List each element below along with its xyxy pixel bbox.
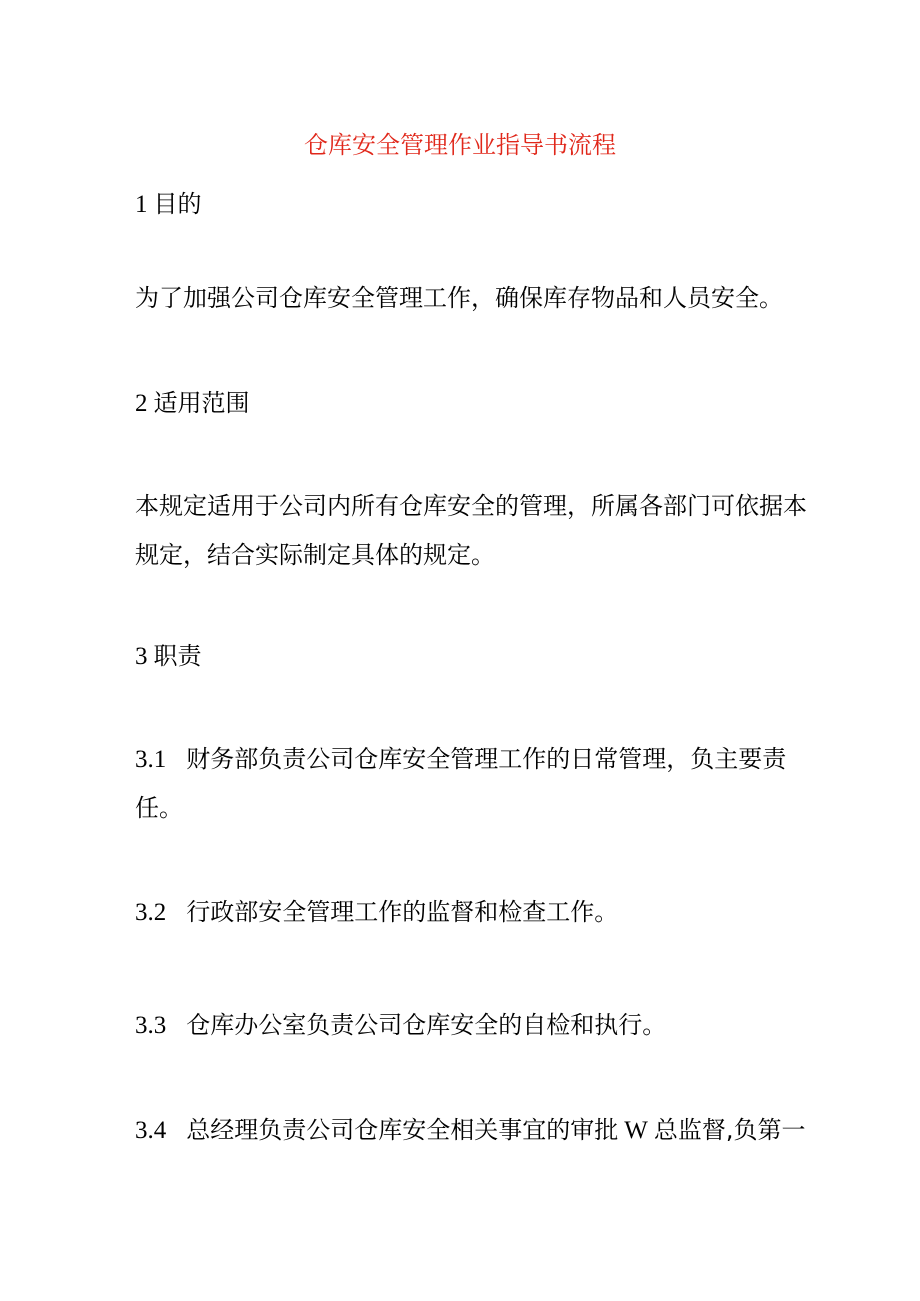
item-number: 3.2 <box>135 899 167 926</box>
document-title: 仓库安全管理作业指导书流程 <box>304 131 616 159</box>
item-text-continued: 总监督,负第一 <box>653 1116 806 1144</box>
item-text: 总经理负责公司仓库安全相关事宜的审批 <box>186 1116 619 1144</box>
section-3-heading <box>135 631 795 682</box>
item-text-latin: W <box>624 1117 648 1144</box>
item-text: 财务部负责公司仓库安全管理工作的日常管理，负主要责 <box>186 745 787 773</box>
section-heading-text: 目的 <box>153 190 202 218</box>
section-2-heading <box>135 378 795 429</box>
item-3-3 <box>135 1000 795 1051</box>
item-text: 仓库办公室负责公司仓库安全的自检和执行。 <box>186 1011 667 1039</box>
section-1-heading <box>135 179 795 230</box>
section-number: 3 <box>135 643 148 670</box>
item-number: 3.3 <box>135 1012 167 1039</box>
item-number: 3.4 <box>135 1117 167 1144</box>
item-3-4 <box>135 1105 806 1156</box>
section-heading-text: 职责 <box>153 642 202 670</box>
section-number: 1 <box>135 191 148 218</box>
item-3-2 <box>135 887 795 938</box>
section-number: 2 <box>135 390 148 417</box>
section-2-paragraph-line-2: 规定，结合实际制定具体的规定。 <box>135 541 495 569</box>
item-3-1-line-2: 任。 <box>135 794 183 822</box>
section-2-paragraph-line-1: 本规定适用于公司内所有仓库安全的管理，所属各部门可依据本 <box>135 492 807 520</box>
item-3-1-line-1 <box>135 734 795 785</box>
section-1-paragraph: 为了加强公司仓库安全管理工作，确保库存物品和人员安全。 <box>135 284 783 312</box>
item-text: 行政部安全管理工作的监督和检查工作。 <box>186 898 619 926</box>
section-heading-text: 适用范围 <box>153 389 250 417</box>
item-number: 3.1 <box>135 746 167 773</box>
